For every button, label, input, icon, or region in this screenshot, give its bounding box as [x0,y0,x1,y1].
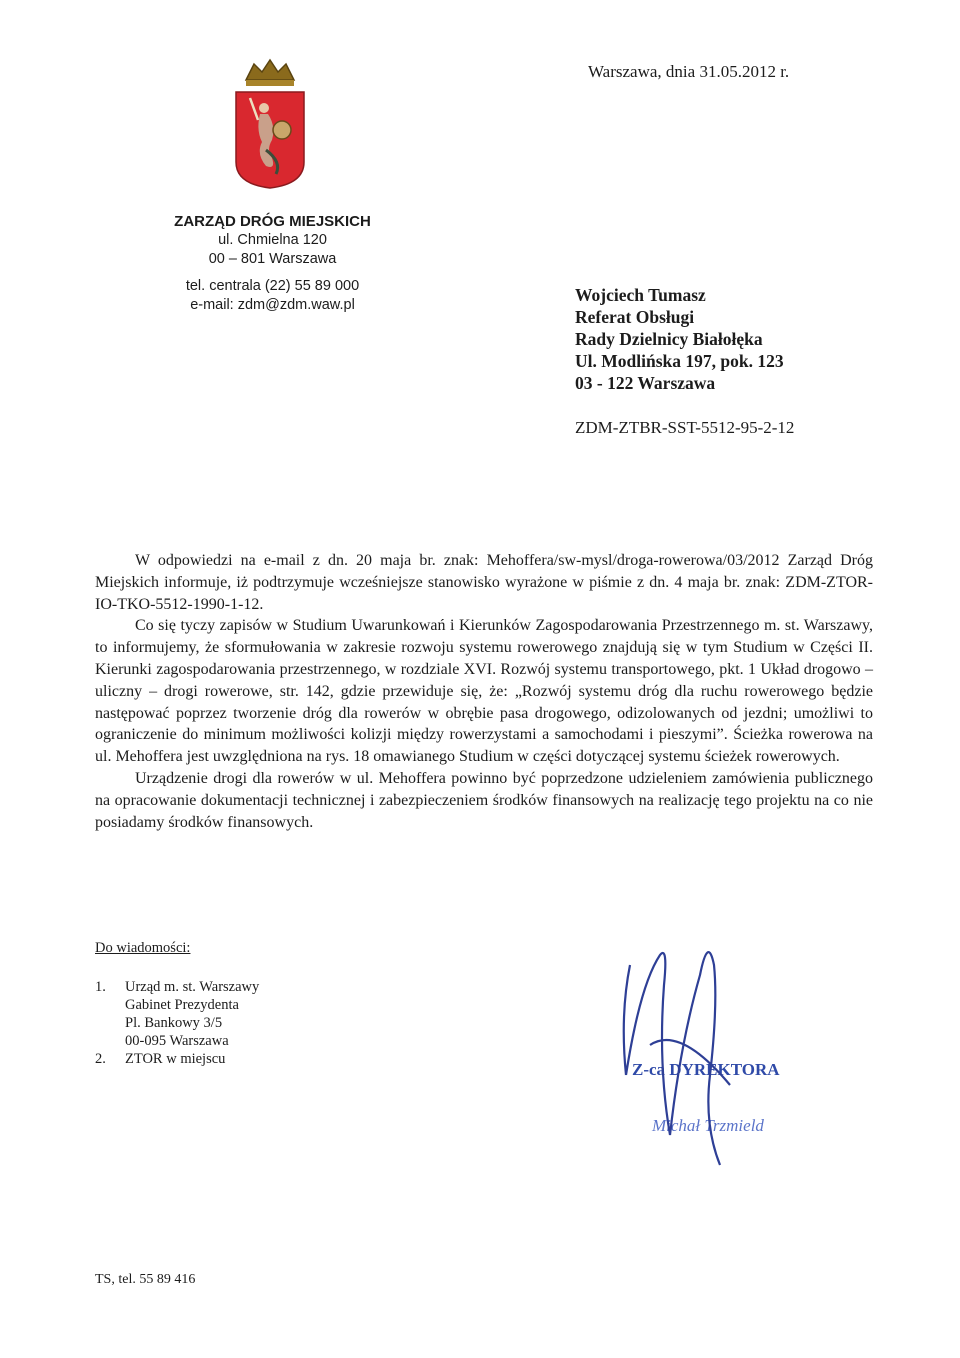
item-line: 00-095 Warszawa [125,1033,229,1049]
handwritten-signature [590,925,810,1175]
recipient-line-3: Rady Dzielnicy Białołęka [575,329,763,349]
sender-block [150,212,395,315]
distribution-item [95,978,259,1050]
warsaw-coat-of-arms-icon [232,58,308,190]
signature-stamp-name: Michał Trzmield [652,1116,764,1135]
sender-city: 00 – 801 Warszawa [208,251,337,267]
sender-name: ZARZĄD DRÓG MIEJSKICH [174,213,371,230]
signature-stamp-title: Z-ca DYREKTORA [632,1060,780,1079]
distribution-heading: Do wiadomości: [95,940,191,956]
item-line: Gabinet Prezydenta [125,997,239,1013]
item-line: Pl. Bankowy 3/5 [125,1015,223,1031]
recipient-line-5: 03 - 122 Warszawa [575,373,716,393]
sender-street: ul. Chmielna 120 [218,232,327,248]
body-paragraph-3: Urządzenie drogi dla rowerów w ul. Mehoffera powinno być poprzedzone udzieleniem zamówienia publicznego na opracowanie dokumentacji technicznej i zabezpieczeniem środków finansowych na realizację tego projektu na co nie posiadamy środków finansowych. [95,769,873,831]
item-line: ZTOR w miejscu [125,1051,226,1067]
item-number: 2. [95,1051,106,1067]
letter-body [95,550,873,833]
reference-number: ZDM-ZTBR-SST-5512-95-2-12 [575,418,795,437]
date-line: Warszawa, dnia 31.05.2012 r. [588,62,790,81]
recipient-line-4: Ul. Modlińska 197, pok. 123 [575,351,784,371]
sender-email: e-mail: zdm@zdm.waw.pl [190,297,355,313]
distribution-list [95,978,259,1068]
item-line: Urząd m. st. Warszawy [125,979,260,995]
footer-contact: TS, tel. 55 89 416 [95,1272,196,1287]
body-paragraph-2: Co się tyczy zapisów w Studium Uwarunkowań i Kierunków Zagospodarowania Przestrzennego m. st. Warszawy, to informujemy, że sformułowania w zakresie rozwoju systemu rowerowego znajdują się w tym Studium w Części II. Kierunki zagospodarowania przestrzennego, w rozdziale XVI. Rozwój systemu transportowego, pkt. 1 Układ drogowo – uliczny – drogi rowerowe, str. 142, gdzie przewiduje się, że: „Rozwój systemu dróg dla ruchu rowerowego będzie następować poprzez tworzenie dróg dla rowerów w obrębie pasa drogowego, odizolowanych od jezdni; umożliwi to ograniczenie do minimum możliwości kolizji między rowerzystami a samochodami i pieszymi”. Ścieżka rowerowa na ul. Mehoffera jest uwzględniona na rys. 18 omawianego Studium w części dotyczącej systemu ścieżek rowerowych. [95,617,873,766]
recipient-line-2: Referat Obsługi [575,307,695,327]
recipient-line-1: Wojciech Tumasz [575,285,706,305]
sender-phone: tel. centrala (22) 55 89 000 [185,278,360,294]
distribution-item [95,1050,259,1068]
item-number: 1. [95,979,106,995]
body-paragraph-1: W odpowiedzi na e-mail z dn. 20 maja br. znak: Mehoffera/sw-mysl/droga-rowerowa/03/2012 Zarząd Dróg Miejskich informuje, iż podtrzymuje wcześniejsze stanowisko wyrażone w piśmie z dn. 4 maja br. znak: ZDM-ZTOR-IO-TKO-5512-1990-1-12. [95,552,873,613]
recipient-block [575,284,784,394]
